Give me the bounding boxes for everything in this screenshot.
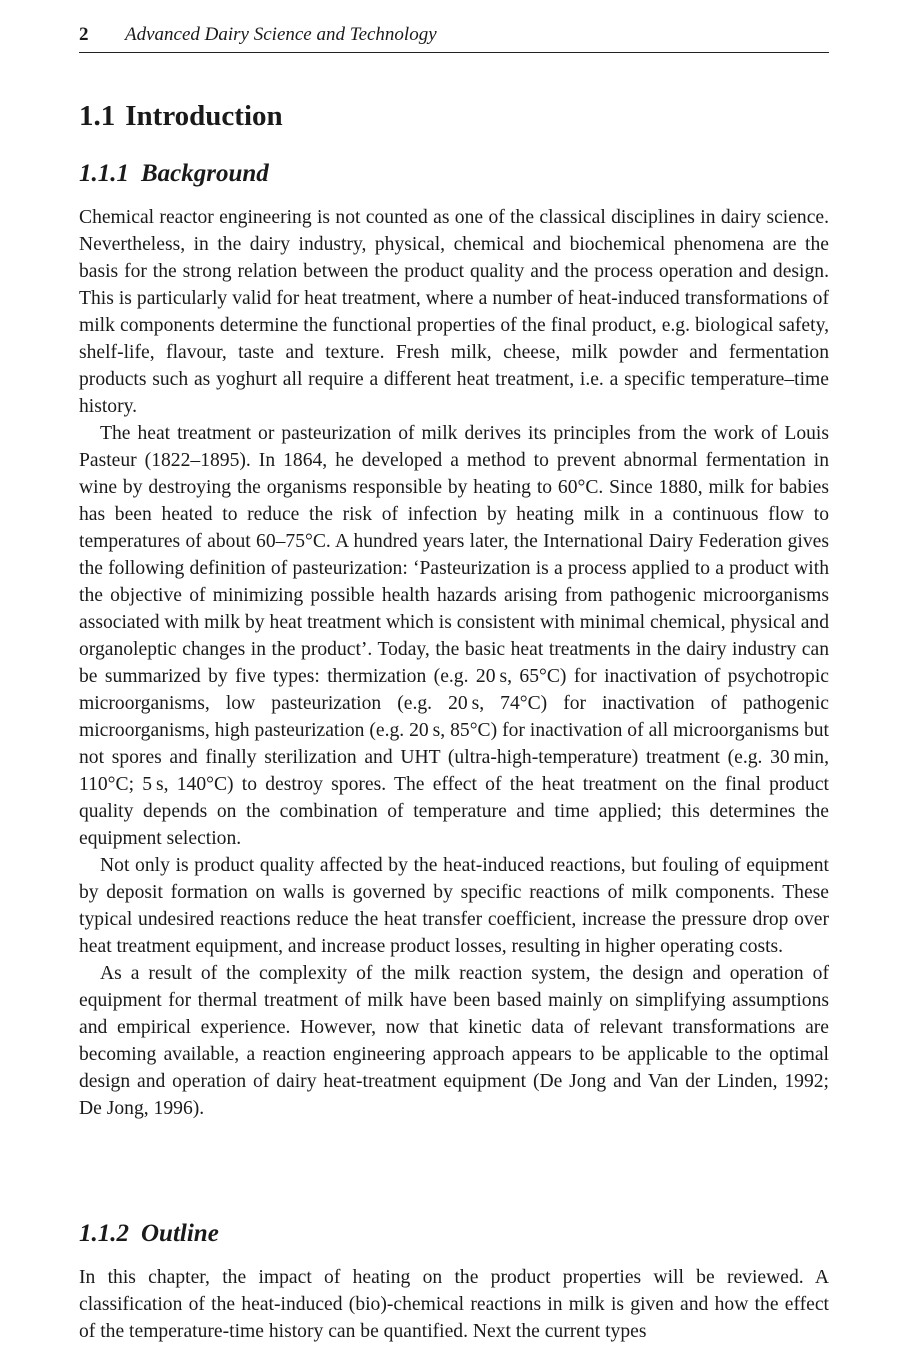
paragraph: Not only is product quality affected by the heat-induced reactions, but fouling of equipment by deposit formation on walls is governed by specific reactions of milk components. These typical undesired reactions reduce the heat transfer coefficient, increase the pressure drop over heat treatment equipment, and increase product losses, resulting in higher operating costs. xyxy=(79,855,829,957)
paragraph: In this chapter, the impact of heating on the product properties will be reviewed. A classification of the heat-induced (bio)-chemical reactions in milk is given and how the effect of the temperature-time history can be quantified. Next the current types xyxy=(79,1267,829,1342)
subsection-number: 1.1.2 xyxy=(79,1220,129,1247)
subsection-number: 1.1.1 xyxy=(79,160,129,187)
subsection-heading-background xyxy=(79,158,269,190)
subsection-heading-outline xyxy=(79,1218,219,1250)
page-number: 2 xyxy=(79,24,89,45)
book-title: Advanced Dairy Science and Technology xyxy=(125,24,437,45)
subsection-title: Background xyxy=(141,160,269,187)
section-heading xyxy=(79,98,283,134)
paragraph: As a result of the complexity of the milk reaction system, the design and operation of equipment for thermal treatment of milk have been based mainly on simplifying assumptions and empirical experience. However, now that kinetic data of relevant transformations are becoming available, a reaction engineering approach appears to be applicable to the optimal design and operation of dairy heat-treatment equipment (De Jong and Van der Linden, 1992; De Jong, 1996). xyxy=(79,963,829,1119)
outline-body xyxy=(79,1264,829,1345)
paragraph: Chemical reactor engineering is not counted as one of the classical disciplines in dairy science. Nevertheless, in the dairy industry, physical, chemical and biochemical phenomena are the basis for the strong relation between the product quality and the process operation and design. This is particularly valid for heat treatment, where a number of heat-induced transformations of milk components determine the functional properties of the final product, e.g. biological safety, shelf-life, flavour, taste and texture. Fresh milk, cheese, milk powder and fermentation products such as yoghurt all require a different heat treatment, i.e. a specific temperature–time history. xyxy=(79,207,829,417)
section-number: 1.1 xyxy=(79,100,116,132)
section-title: Introduction xyxy=(125,100,283,132)
background-body xyxy=(79,204,829,1122)
paragraph: The heat treatment or pasteurization of milk derives its principles from the work of Louis Pasteur (1822–1895). In 1864, he developed a method to prevent abnormal fermentation in wine by destroying the organisms responsible by heating to 60°C. Since 1880, milk for babies has been heated to reduce the risk of infection by heating milk in a continuous flow to temperatures of about 60–75°C. A hundred years later, the International Dairy Federation gives the following definition of pasteurization: ‘Pasteurization is a process applied to a product with the objective of minimizing possible health hazards arising from pathogenic microorganisms associated with milk by heat treatment which is consistent with minimal chemical, physical and organoleptic changes in the product’. Today, the basic heat treatments in the dairy industry can be summarized by five types: thermization (e.g. 20 s, 65°C) for inactivation of psychotropic microorganisms, low pasteurization (e.g. 20 s, 74°C) for inactivation of pathogenic microorganisms, high pasteurization (e.g. 20 s, 85°C) for inactivation of all microorganisms but not spores and finally sterilization and UHT (ultra-high-temperature) treatment (e.g. 30 min, 110°C; 5 s, 140°C) to destroy spores. The effect of the heat treatment on the final product quality depends on the combination of temperature and time applied; this determines the equipment selection. xyxy=(79,423,829,849)
running-head xyxy=(79,22,829,53)
subsection-title: Outline xyxy=(141,1220,219,1247)
